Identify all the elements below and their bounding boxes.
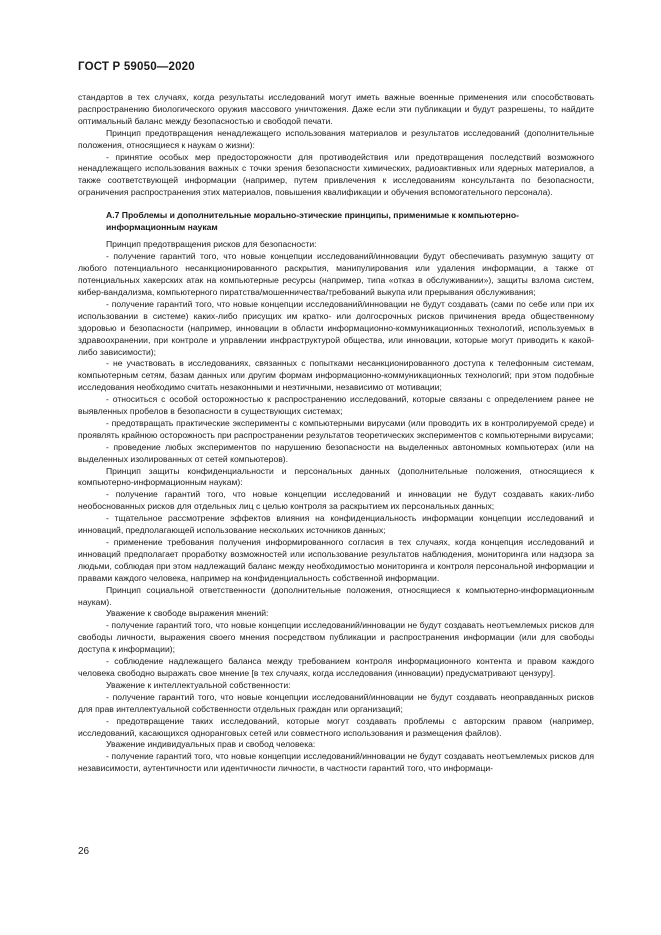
paragraph-6: - не участвовать в исследованиях, связанных с попытками несанкционированного доступа к телефонным системам, компьютерным сетям, базам данных или другим формам информационно-коммуникационных технологий; при этом подобные исследования необходимо считать незаконными и неэтичными, независимо от мотивации; — [78, 358, 594, 393]
paragraph-14: Принцип социальной ответственности (дополнительные положения, относящиеся к компьютерно-информационным наукам). — [78, 584, 594, 607]
paragraph-16: - получение гарантий того, что новые концепции исследований/инновации не будут создавать неотъемлемых рисков для свободы личности, выражения своего мнения посредством публикации и распространения информации (или для свободы доступа к информации); — [78, 620, 594, 655]
paragraph-22: - получение гарантий того, что новые концепции исследований/инновации не будут создавать неотъемлемых рисков для независимости, аутентичности или идентичности личности, в частности гарантий того, что информаци- — [78, 751, 594, 774]
paragraph-17: - соблюдение надлежащего баланса между требованием контроля информационного контента и правом каждого человека свободно выражать свое мнение [в тех случаях, когда исследования (инновации) предусматривают цензуру]. — [78, 656, 594, 678]
paragraph-11: - получение гарантий того, что новые концепции исследований и инновации не будут создавать каких-либо необоснованных рисков для отдельных лиц с целью контроля за раскрытием их персональных данных; — [78, 489, 594, 512]
paragraph-20: - предотвращение таких исследований, которые могут создавать проблемы с авторским правом (например, исследований, касающихся одноранговых сетей или совместного использования и размещения файлов). — [78, 715, 594, 738]
paragraph-18: Уважение к интеллектуальной собственности: — [106, 679, 291, 690]
section-heading: А.7 Проблемы и дополнительные морально-этические принципы, применимые к компьютерно-информационным наукам — [106, 210, 519, 232]
paragraph-9: - проведение любых экспериментов по нарушению безопасности на выделенных автономных компьютерах (или на выделенных изолированных от сетей компьютеров). — [78, 441, 594, 464]
paragraph-2: - принятие особых мер предосторожности для противодействия или предотвращения последствий возможного ненадлежащего использования важных с точки зрения безопасности химических, радиоактивных или ядерных материалов, а также соответствующей информации (например, путем привлечения к исследованиям консультанта по безопасности, ограничения распространения этих материалов, повышения квалификации и обучения вспомогательного персонала). — [78, 151, 594, 198]
paragraph-12: - тщательное рассмотрение эффектов влияния на конфиденциальность информации концепции исследований и инноваций, предполагающей использование нескольких источников данных; — [78, 513, 594, 536]
paragraph-7: - относиться с особой осторожностью к распространению исследований, которые связаны с определением ранее не выявленных пробелов в безопасности в существующих системах; — [78, 394, 594, 417]
paragraph-8: - предотвращать практические эксперименты с компьютерными вирусами (или проводить их в контролируемой среде) и проявлять крайнюю осторожность при распространении результатов теоретических экспериментов с компьютерными вирусами; — [78, 417, 594, 440]
paragraph-10: Принцип защиты конфиденциальности и персональных данных (дополнительные положения, относящиеся к компьютерно-информационным наукам): — [78, 465, 594, 488]
page-number: 26 — [78, 846, 90, 857]
paragraph-21: Уважение индивидуальных прав и свобод человека: — [106, 739, 316, 750]
paragraph-1: Принцип предотвращения ненадлежащего использования материалов и результатов исследований (дополнительные положения, относящиеся к наукам о жизни): — [78, 127, 594, 150]
paragraph-0: стандартов в тех случаях, когда результаты исследований могут иметь важные военные применения или способствовать распространению биологического оружия массового уничтожения. Даже если эти публикации и будут разрешены, то найдите оптимальный баланс между безопасностью и свободой печати. — [78, 92, 594, 126]
paragraph-13: - применение требования получения информированного согласия в тех случаях, когда концепция исследований и инноваций предполагает проработку возможностей или использование результатов наблюдения, мониторинга или надзора за людьми, соблюдая при этом надлежащий баланс между необходимостью мониторинга и контроля персональной информации и правами каждого человека, например на конфиденциальность собственной информации. — [78, 537, 594, 583]
document-header: ГОСТ Р 59050—2020 — [78, 61, 195, 73]
paragraph-3: Принцип предотвращения рисков для безопасности: — [106, 239, 317, 250]
document-body — [78, 92, 594, 775]
paragraph-15: Уважение к свободе выражения мнений: — [106, 608, 269, 619]
paragraph-19: - получение гарантий того, что новые концепции исследований/инновации не будут создавать неоправданных рисков для прав интеллектуальной собственности отдельных граждан или организаций; — [78, 691, 594, 714]
paragraph-5: - получение гарантий того, что новые концепции исследований/инновации не будут создавать (сами по себе или при их использовании в системе) каких-либо присущих им кратко- или долгосрочных рисков причинения вреда общественному здоровью и безопасности (например, инновации в области информационно-коммуникационных технологий, используемых в здравоохранении, при контроле и управлении инфраструктурой общества, или инновации, которые могут приводить к какой-либо зависимости); — [78, 298, 594, 357]
paragraph-4: - получение гарантий того, что новые концепции исследований/инновации будут обеспечивать разумную защиту от любого потенциального несанкционированного раскрытия, манипулирования или удаления информации, а также от потенциальных хакерских атак на компьютерные ресурсы (например, типа «отказ в обслуживании»), защиты взлома систем, кибер-вандализма, компьютерного пиратства/мошенничества/требований выкупа или прерывания обслуживания; — [78, 251, 594, 297]
